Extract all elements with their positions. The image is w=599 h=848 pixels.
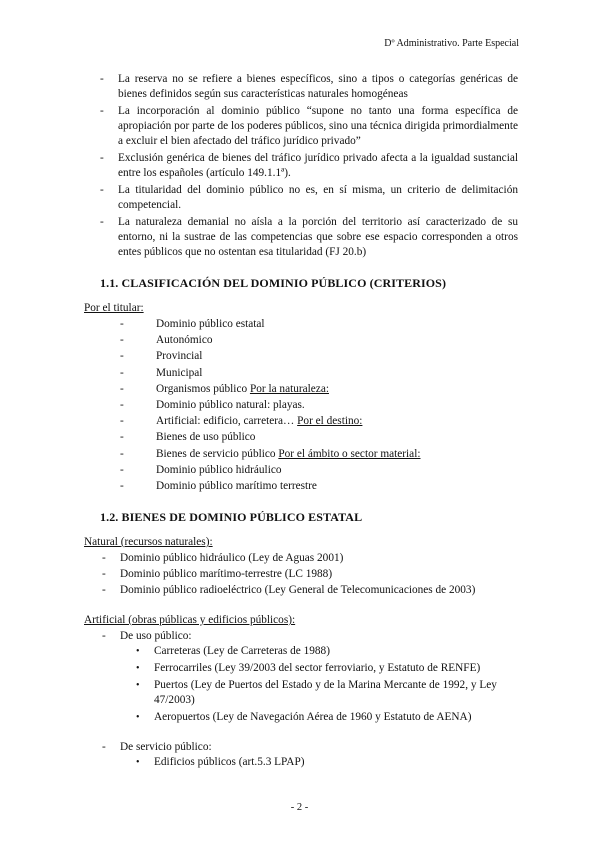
list-item: - Dominio público marítimo-terrestre (LC 1988) [102,567,333,580]
uso-publico-list [120,644,518,725]
inline-subheading-ambito: Por el ámbito o sector material: [278,447,421,460]
page-header: Dº Administrativo. Parte Especial [384,38,519,49]
list-item: - La incorporación al dominio público “supone no tanto una forma específica de apropiación por parte de los poderes públicos, sino una técnica dirigida primordialmente a excluir el bien afectado del tráfico jurídico privado” [100,105,518,147]
dash-marker: - [102,551,106,564]
list-item: - Organismos público Por la naturaleza: [120,382,329,395]
list-item: - Exclusión genérica de bienes del tráfico jurídico privado afecta a la igualdad sustancial entre los españoles (artículo 149.1.1ª). [100,152,518,179]
list-item: - Dominio público hidráulico [120,463,282,476]
list-item: - La naturaleza demanial no aísla a la porción del territorio así caracterizado de su entorno, ni la sustrae de las competencias que sobre ese espacio corresponden a otros entes públicos que no ostentan esa titularidad (FJ 20.b) [100,216,518,258]
subheading-artificial: Artificial (obras públicas y edificios públicos): [84,613,296,626]
bullet-icon: • [136,662,140,674]
list-item: - Dominio público radioeléctrico (Ley General de Telecomunicaciones de 2003) [102,583,476,596]
dash-marker: - [120,431,124,444]
list-item: - Dominio público marítimo terrestre [120,479,317,492]
list-item: • Ferrocarriles (Ley 39/2003 del sector ferroviario, y Estatuto de RENFE) [136,661,481,674]
page-content [84,72,518,772]
inline-subheading-naturaleza: Por la naturaleza: [249,382,329,395]
list-item: - De servicio público: • Edificios públicos (art.5.3 LPAP) [84,740,518,770]
dash-marker: - [100,105,104,117]
list-item: • Aeropuertos (Ley de Navegación Aérea de 1960 y Estatuto de AENA) [136,710,472,723]
dash-marker: - [102,629,106,642]
list-item: - De uso público: • Carreteras (Ley de Carreteras de 1988) • Ferrocarriles (Ley 39/2003 del sector ferroviario, y Estatuto de RENFE) • Puertos (Ley de Puertos del Estado y de la Marina Mercante de 1992, y Ley 47/2003) • Aeropuertos (Ley de Navegación Aérea de 1960 y Estatuto de AENA) [84,629,518,725]
section-heading-clasificacion: 1.1. CLASIFICACIÓN DEL DOMINIO PÚBLICO (CRITERIOS) [100,276,447,290]
subheading-titular: Por el titular: [84,302,144,314]
list-item: - Municipal [120,366,203,379]
list-item: - Bienes de uso público [120,431,256,444]
dash-marker: - [100,216,104,228]
section-heading-bienes-estatal: 1.2. BIENES DE DOMINIO PÚBLICO ESTATAL [100,509,363,524]
list-item: • Puertos (Ley de Puertos del Estado y de la Marina Mercante de 1992, y Ley 47/2003) [136,678,497,706]
list-item: - Provincial [120,350,203,363]
dash-marker: - [102,740,106,753]
page-number: - 2 - [290,802,309,813]
list-item: - Dominio público estatal [120,318,265,330]
natural-list [84,551,518,598]
dash-marker: - [120,334,124,347]
dash-marker: - [120,463,124,476]
bullet-icon: • [136,756,140,768]
titular-list [84,317,518,494]
dash-marker: - [120,479,124,492]
dash-marker: - [100,184,104,196]
list-item: - Dominio público hidráulico (Ley de Aguas 2001) [102,551,344,564]
intro-list [84,72,518,260]
bullet-icon: • [136,679,140,691]
spacer [84,727,518,739]
dash-marker: - [120,447,124,460]
dash-marker: - [100,73,104,85]
list-item: - Dominio público natural: playas. [120,398,305,411]
dash-marker: - [120,382,124,395]
bullet-icon: • [136,711,140,723]
list-item: - La reserva no se refiere a bienes específicos, sino a tipos o categorías genéricas de bienes definidos según sus características naturales homogéneas [100,73,518,100]
dash-marker: - [120,366,124,379]
dash-marker: - [102,567,106,580]
list-item: - La titularidad del dominio público no es, en sí misma, un criterio de delimitación competencial. [100,184,518,211]
subheading-natural: Natural (recursos naturales): [84,535,213,548]
servicio-publico-list [120,755,518,770]
list-item: - Artificial: edificio, carretera… Por el destino: [120,415,363,428]
list-item: • Carreteras (Ley de Carreteras de 1988) [136,644,330,657]
dash-marker: - [120,398,124,411]
list-item: - Autonómico [120,334,213,347]
inline-subheading-destino: Por el destino: [297,415,363,428]
dash-marker: - [120,350,124,363]
dash-marker: - [120,318,124,330]
artificial-list [84,629,518,770]
list-item: - Bienes de servicio público Por el ámbito o sector material: [120,447,421,460]
list-item: • Edificios públicos (art.5.3 LPAP) [136,755,305,768]
dash-marker: - [120,415,124,428]
dash-marker: - [100,152,104,164]
dash-marker: - [102,583,106,596]
bullet-icon: • [136,645,140,657]
